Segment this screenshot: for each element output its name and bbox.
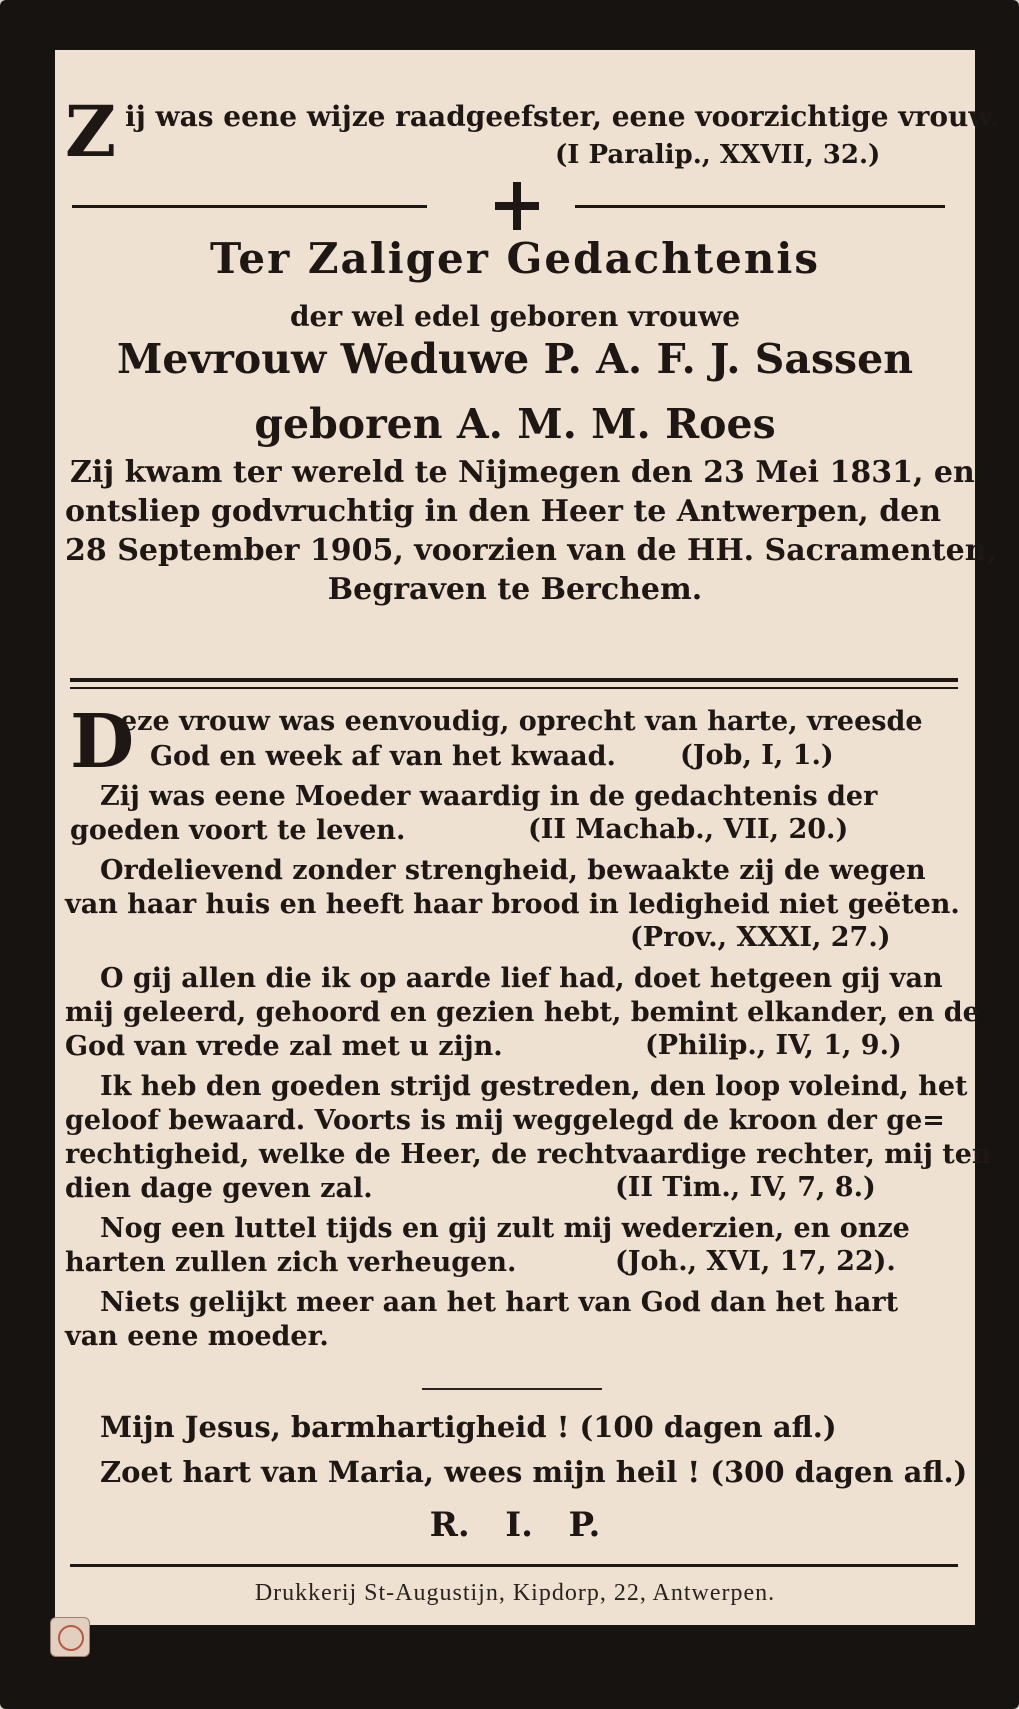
verse-5-line-3: rechtigheid, welke de Heer, de rechtvaardige rechter, mij ten	[65, 1139, 992, 1170]
verse-6-line-1: Nog een luttel tijds en gij zult mij wederzien, en onze	[100, 1213, 910, 1244]
verse-5-line-2: geloof bewaard. Voorts is mij weggelegd de kroon der ge=	[65, 1105, 945, 1136]
cross-icon	[495, 182, 539, 230]
biography-line-4: Begraven te Berchem.	[327, 572, 703, 607]
verse-5-line-4: dien dage geven zal.	[65, 1173, 373, 1204]
double-rule-bottom	[70, 687, 958, 689]
card-title: Ter Zaliger Gedachtenis	[209, 234, 821, 283]
card-paper	[55, 50, 1000, 1625]
verse-2-reference: (II Machab., VII, 20.)	[528, 814, 849, 845]
seal-icon	[50, 1617, 90, 1657]
prayer-1: Mijn Jesus, barmhartigheid ! (100 dagen afl.)	[100, 1410, 837, 1444]
printer-imprint: Drukkerij St-Augustijn, Kipdorp, 22, Antwerpen.	[254, 1580, 776, 1606]
verse-7-line-1: Niets gelijkt meer aan het hart van God dan het hart	[100, 1287, 899, 1318]
prayer-2: Zoet hart van Maria, wees mijn heil ! (300 dagen afl.)	[100, 1455, 968, 1489]
maiden-name: geboren A. M. M. Roes	[254, 400, 776, 448]
verse-1-line-2: God en week af van het kwaad.	[150, 741, 616, 772]
verse-2-line-1: Zij was eene Moeder waardig in de gedachtenis der	[100, 781, 878, 812]
left-rule	[72, 205, 427, 208]
verse-5-reference: (II Tim., IV, 7, 8.)	[615, 1172, 876, 1203]
verse-6-line-2: harten zullen zich verheugen.	[65, 1247, 517, 1278]
verse-5-line-1: Ik heb den goeden strijd gestreden, den loop voleind, het	[100, 1071, 968, 1102]
verse-1-line-1: eze vrouw was eenvoudig, oprecht van harte, vreesde	[120, 706, 923, 737]
biography-line-3: 28 September 1905, voorzien van de HH. Sacramenten,	[65, 533, 998, 568]
verse-3-reference: (Prov., XXXI, 27.)	[630, 922, 891, 953]
deceased-name: Mevrouw Weduwe P. A. F. J. Sassen	[116, 335, 914, 383]
verse-4-line-3: God van vrede zal met u zijn.	[65, 1031, 503, 1062]
verse-3-line-2: van haar huis en heeft haar brood in ledigheid niet geëten.	[65, 889, 960, 920]
verse-4-reference: (Philip., IV, 1, 9.)	[645, 1030, 902, 1061]
motto-initial: Z	[65, 90, 117, 173]
card-subtitle: der wel edel geboren vrouwe	[289, 300, 741, 333]
verse-7-line-2: van eene moeder.	[65, 1321, 329, 1352]
verse-2-line-2: goeden voort te leven.	[70, 815, 406, 846]
verse-4-line-2: mij geleerd, gehoord en gezien hebt, bemint elkander, en de	[65, 997, 980, 1028]
verse-6-reference: (Joh., XVI, 17, 22).	[615, 1246, 896, 1277]
rip: R. I. P.	[429, 1505, 601, 1545]
motto-reference: (I Paralip., XXVII, 32.)	[555, 140, 881, 170]
verse-1-reference: (Job, I, 1.)	[680, 740, 834, 771]
double-rule-top	[70, 678, 958, 682]
bottom-rule	[70, 1564, 958, 1567]
biography-line-2: ontsliep godvruchtig in den Heer te Antwerpen, den	[65, 494, 942, 529]
right-rule	[575, 205, 945, 208]
biography-line-1: Zij kwam ter wereld te Nijmegen den 23 Mei 1831, en	[70, 455, 975, 490]
short-divider	[422, 1388, 602, 1390]
verse-dropcap: D	[70, 699, 135, 785]
verse-4-line-1: O gij allen die ik op aarde lief had, doet hetgeen gij van	[100, 963, 943, 994]
verse-3-line-1: Ordelievend zonder strengheid, bewaakte zij de wegen	[100, 855, 926, 886]
motto-line: ij was eene wijze raadgeefster, eene voorzichtige vrouw.	[125, 100, 1000, 133]
